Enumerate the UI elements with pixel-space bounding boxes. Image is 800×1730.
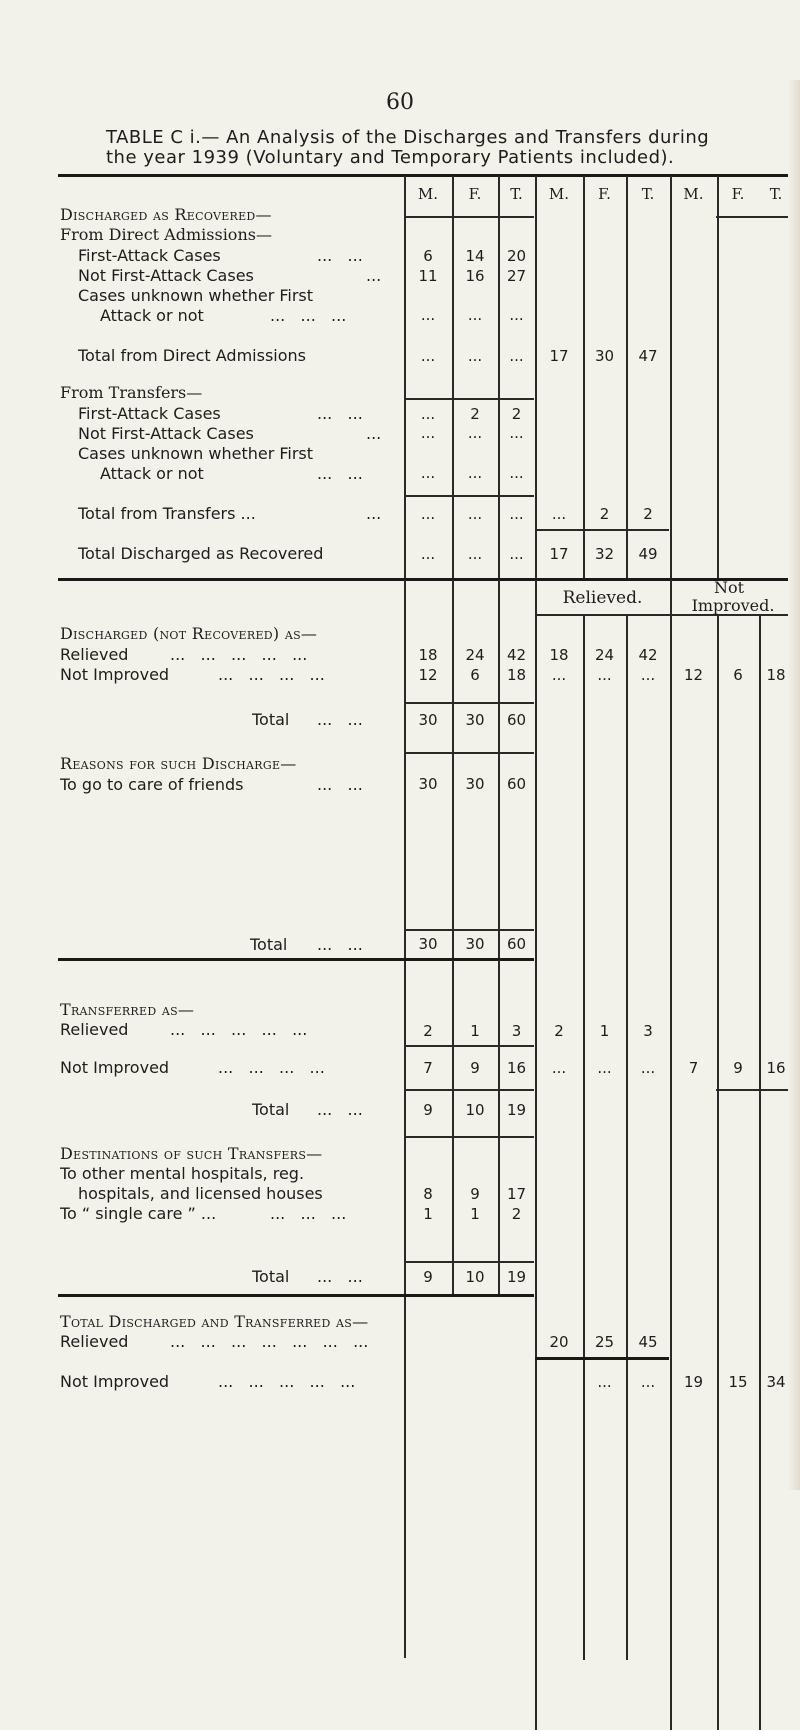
cell-f: 30 [594,347,615,365]
cell-m: ... [420,424,436,442]
cell-t: 18 [506,666,527,684]
cell-f: 6 [733,666,743,684]
subtotal-rule [404,929,534,931]
cell-t: 17 [506,1185,527,1203]
cell-t: ... [509,347,524,365]
section-rule [58,958,534,961]
col-divider [535,580,537,1730]
cell-m: 19 [683,1373,704,1391]
row-label: Relieved [60,645,129,664]
cell-f: 15 [728,1373,748,1391]
leader-dots: ... ... [317,464,363,483]
row-label: Relieved [60,1020,129,1039]
cell-t: 34 [766,1373,786,1391]
col-divider [583,615,585,1660]
cell-f: 1 [470,1205,480,1223]
leader-dots: ... [366,424,382,443]
cell-t: 42 [638,646,658,664]
section-heading: Destinations of such Transfers— [60,1144,323,1163]
cell-t: 2 [511,405,522,423]
row-label: Relieved [60,1332,129,1351]
section-heading: Discharged (not Recovered) as— [60,624,318,643]
subtotal-rule [404,398,534,400]
col-divider [498,960,500,1295]
cell-t: ... [509,545,524,563]
header-underline [716,216,788,218]
leader-dots: ... ... ... ... ... [170,1020,308,1039]
cell-t: 60 [506,775,527,793]
cell-m: 18 [549,646,569,664]
cell-t: 47 [638,347,658,365]
row-label: To other mental hospitals, reg. [60,1164,305,1183]
cell-f: ... [467,424,483,442]
cell-m: 7 [423,1059,433,1077]
row-label: Not Improved [60,1372,170,1391]
subtotal-rule [404,1089,534,1091]
cell-f: ... [597,1059,612,1077]
total-label: Total [252,710,290,729]
cell-m: 30 [418,775,438,793]
cell-dots: ... [640,1373,656,1391]
cell-f: 30 [465,775,485,793]
cell-f: 10 [465,1101,485,1119]
cell-f: 14 [465,247,485,265]
section-rule [535,1357,669,1360]
cell-m: ... [420,545,436,563]
col-divider [759,615,761,1730]
cell-m: 30 [418,711,438,729]
col-divider [670,176,672,580]
relieved-header: Relieved. [562,588,643,608]
cell-f: ... [467,464,483,482]
cell-m: 1 [423,1205,433,1223]
cell-m: ... [420,405,436,423]
subtotal-rule [404,752,534,754]
cell-f: 2 [599,505,610,523]
leader-dots: ... ... ... [270,1204,347,1223]
cell-t: ... [509,464,524,482]
leader-dots: ... [366,266,382,285]
row-label: To “ single care ” ... [60,1204,217,1223]
cell-m: 7 [688,1059,699,1077]
cell-f: 24 [465,646,485,664]
subsection-heading: From Direct Admissions— [60,225,272,244]
cell-t: 60 [506,711,527,729]
page-edge-shadow [788,80,800,1490]
cell-f: 32 [594,545,615,563]
row-label: Not Improved [60,1058,170,1077]
leader-dots: ... [366,504,382,523]
cell-t: ... [509,505,524,523]
cell-t: 18 [766,666,786,684]
subsection-heading: From Transfers— [60,383,203,402]
col-divider [717,176,719,580]
col-header-t: T. [769,185,783,203]
cell-t: 49 [638,545,658,563]
not-improved-header: Improved. [691,596,775,615]
cell-m: ... [420,347,436,365]
cell-f: 24 [594,646,615,664]
row-label: hospitals, and licensed houses [78,1184,323,1203]
header-underline [404,216,534,218]
total-label: Total [250,935,288,954]
subtotal-rule [535,529,669,531]
cell-t: 2 [511,1205,522,1223]
cell-t: ... [640,1059,656,1077]
cell-t: 42 [506,646,527,664]
col-header-t: T. [510,185,523,203]
col-header-t: T. [641,185,655,203]
leader-dots: ... ... [317,246,363,265]
cell-m: 20 [549,1333,569,1351]
cell-m: ... [420,505,436,523]
cell-m: 9 [423,1268,433,1286]
cell-m: ... [420,306,436,324]
subtotal-rule [404,702,534,704]
row-label: First-Attack Cases [78,404,221,423]
section-heading: Total Discharged and Transferred as— [60,1312,369,1331]
col-header-f: F. [468,185,482,203]
cell-f: ... [467,347,483,365]
col-header-m: M. [417,185,439,203]
cell-t: 19 [506,1101,527,1119]
table-title-line1: TABLE C i.— An Analysis of the Discharges and Transfers during [106,127,710,148]
total-label: Total from Direct Admissions [78,346,306,365]
total-label: Total [252,1267,290,1286]
cell-m: ... [420,464,436,482]
row-label: First-Attack Cases [78,246,221,265]
cell-m: 2 [423,1022,433,1040]
cell-f: 25 [594,1333,615,1351]
cell-f: 30 [465,935,485,953]
cell-t: ... [640,666,656,684]
cell-m: 6 [423,247,433,265]
cell-t: 20 [506,247,527,265]
cell-f: 10 [465,1268,485,1286]
cell-f: 9 [470,1185,480,1203]
col-header-m: M. [683,185,704,203]
subtotal-rule [716,1089,788,1091]
col-divider [498,580,500,960]
cell-m: 2 [554,1022,564,1040]
cell-t: 3 [643,1022,653,1040]
cell-m: ... [551,505,567,523]
cell-m: 12 [683,666,704,684]
col-divider [452,580,454,960]
leader-dots: ... ... ... ... ... [170,645,308,664]
col-divider [404,580,406,1658]
row-label: Not First-Attack Cases [78,266,254,285]
page-number: 60 [386,90,414,115]
subtotal-rule [404,1045,534,1047]
cell-t: 16 [766,1059,786,1077]
cell-t: 45 [638,1333,658,1351]
cell-m: 9 [423,1101,433,1119]
cell-f: 1 [470,1022,480,1040]
cell-m: 18 [418,646,438,664]
leader-dots: ... ... ... ... [218,665,325,684]
col-divider [717,615,719,1730]
row-label: Cases unknown whether First [78,286,314,305]
cell-t: 16 [506,1059,527,1077]
col-divider [670,580,672,1730]
col-divider [626,615,628,1660]
row-label: Attack or not [100,464,204,483]
cell-m: 30 [418,935,438,953]
col-divider [452,960,454,1295]
cell-f: ... [467,505,483,523]
section-heading: Discharged as Recovered— [60,205,272,224]
cell-f: 2 [470,405,480,423]
cell-dots: ... [597,1373,612,1391]
cell-m: ... [551,1059,567,1077]
cell-f: ... [597,666,612,684]
cell-t: 27 [506,267,527,285]
table-title-line2: the year 1939 (Voluntary and Temporary Patients included). [106,147,675,168]
cell-m: 12 [418,666,438,684]
cell-t: 60 [506,935,527,953]
total-label: Total [252,1100,290,1119]
not-improved-header: Not [713,578,745,597]
cell-f: 1 [599,1022,610,1040]
leader-dots: ... ... [317,1267,363,1286]
leader-dots: ... ... [317,935,363,954]
section-rule [58,1294,534,1297]
leader-dots: ... ... ... ... [218,1058,325,1077]
col-header-f: F. [731,185,745,203]
cell-m: 8 [423,1185,433,1203]
leader-dots: ... ... ... ... ... [218,1372,356,1391]
row-label: Cases unknown whether First [78,444,314,463]
cell-m: ... [551,666,567,684]
cell-t: ... [509,306,524,324]
cell-f: 9 [470,1059,480,1077]
cell-m: 17 [549,545,569,563]
cell-t: ... [509,424,524,442]
cell-f: ... [467,306,483,324]
col-header-m: M. [548,185,570,203]
section-heading: Transferred as— [60,1000,195,1019]
subtotal-rule [404,1136,534,1138]
leader-dots: ... ... [317,1100,363,1119]
cell-m: 11 [418,267,438,285]
leader-dots: ... ... [317,710,363,729]
total-label: Total Discharged as Recovered [78,544,324,563]
leader-dots: ... ... [317,404,363,423]
top-rule [58,174,788,177]
subtotal-rule [404,1261,534,1263]
row-label: Not First-Attack Cases [78,424,254,443]
cell-f: 30 [465,711,485,729]
leader-dots: ... ... [317,775,363,794]
cell-m: 17 [549,347,569,365]
cell-f: ... [467,545,483,563]
cell-f: 6 [470,666,480,684]
cell-t: 2 [643,505,653,523]
section-heading: Reasons for such Discharge— [60,754,297,773]
cell-t: 19 [506,1268,527,1286]
row-label: To go to care of friends [60,775,244,794]
leader-dots: ... ... ... ... ... ... ... [170,1332,369,1351]
cell-f: 9 [733,1059,743,1077]
leader-dots: ... ... ... [270,306,347,325]
col-header-f: F. [598,185,611,203]
row-label: Not Improved [60,665,170,684]
row-label: Attack or not [100,306,204,325]
cell-f: 16 [465,267,485,285]
subtotal-rule [404,495,534,497]
cell-t: 3 [511,1022,522,1040]
total-label: Total from Transfers ... [78,504,256,523]
